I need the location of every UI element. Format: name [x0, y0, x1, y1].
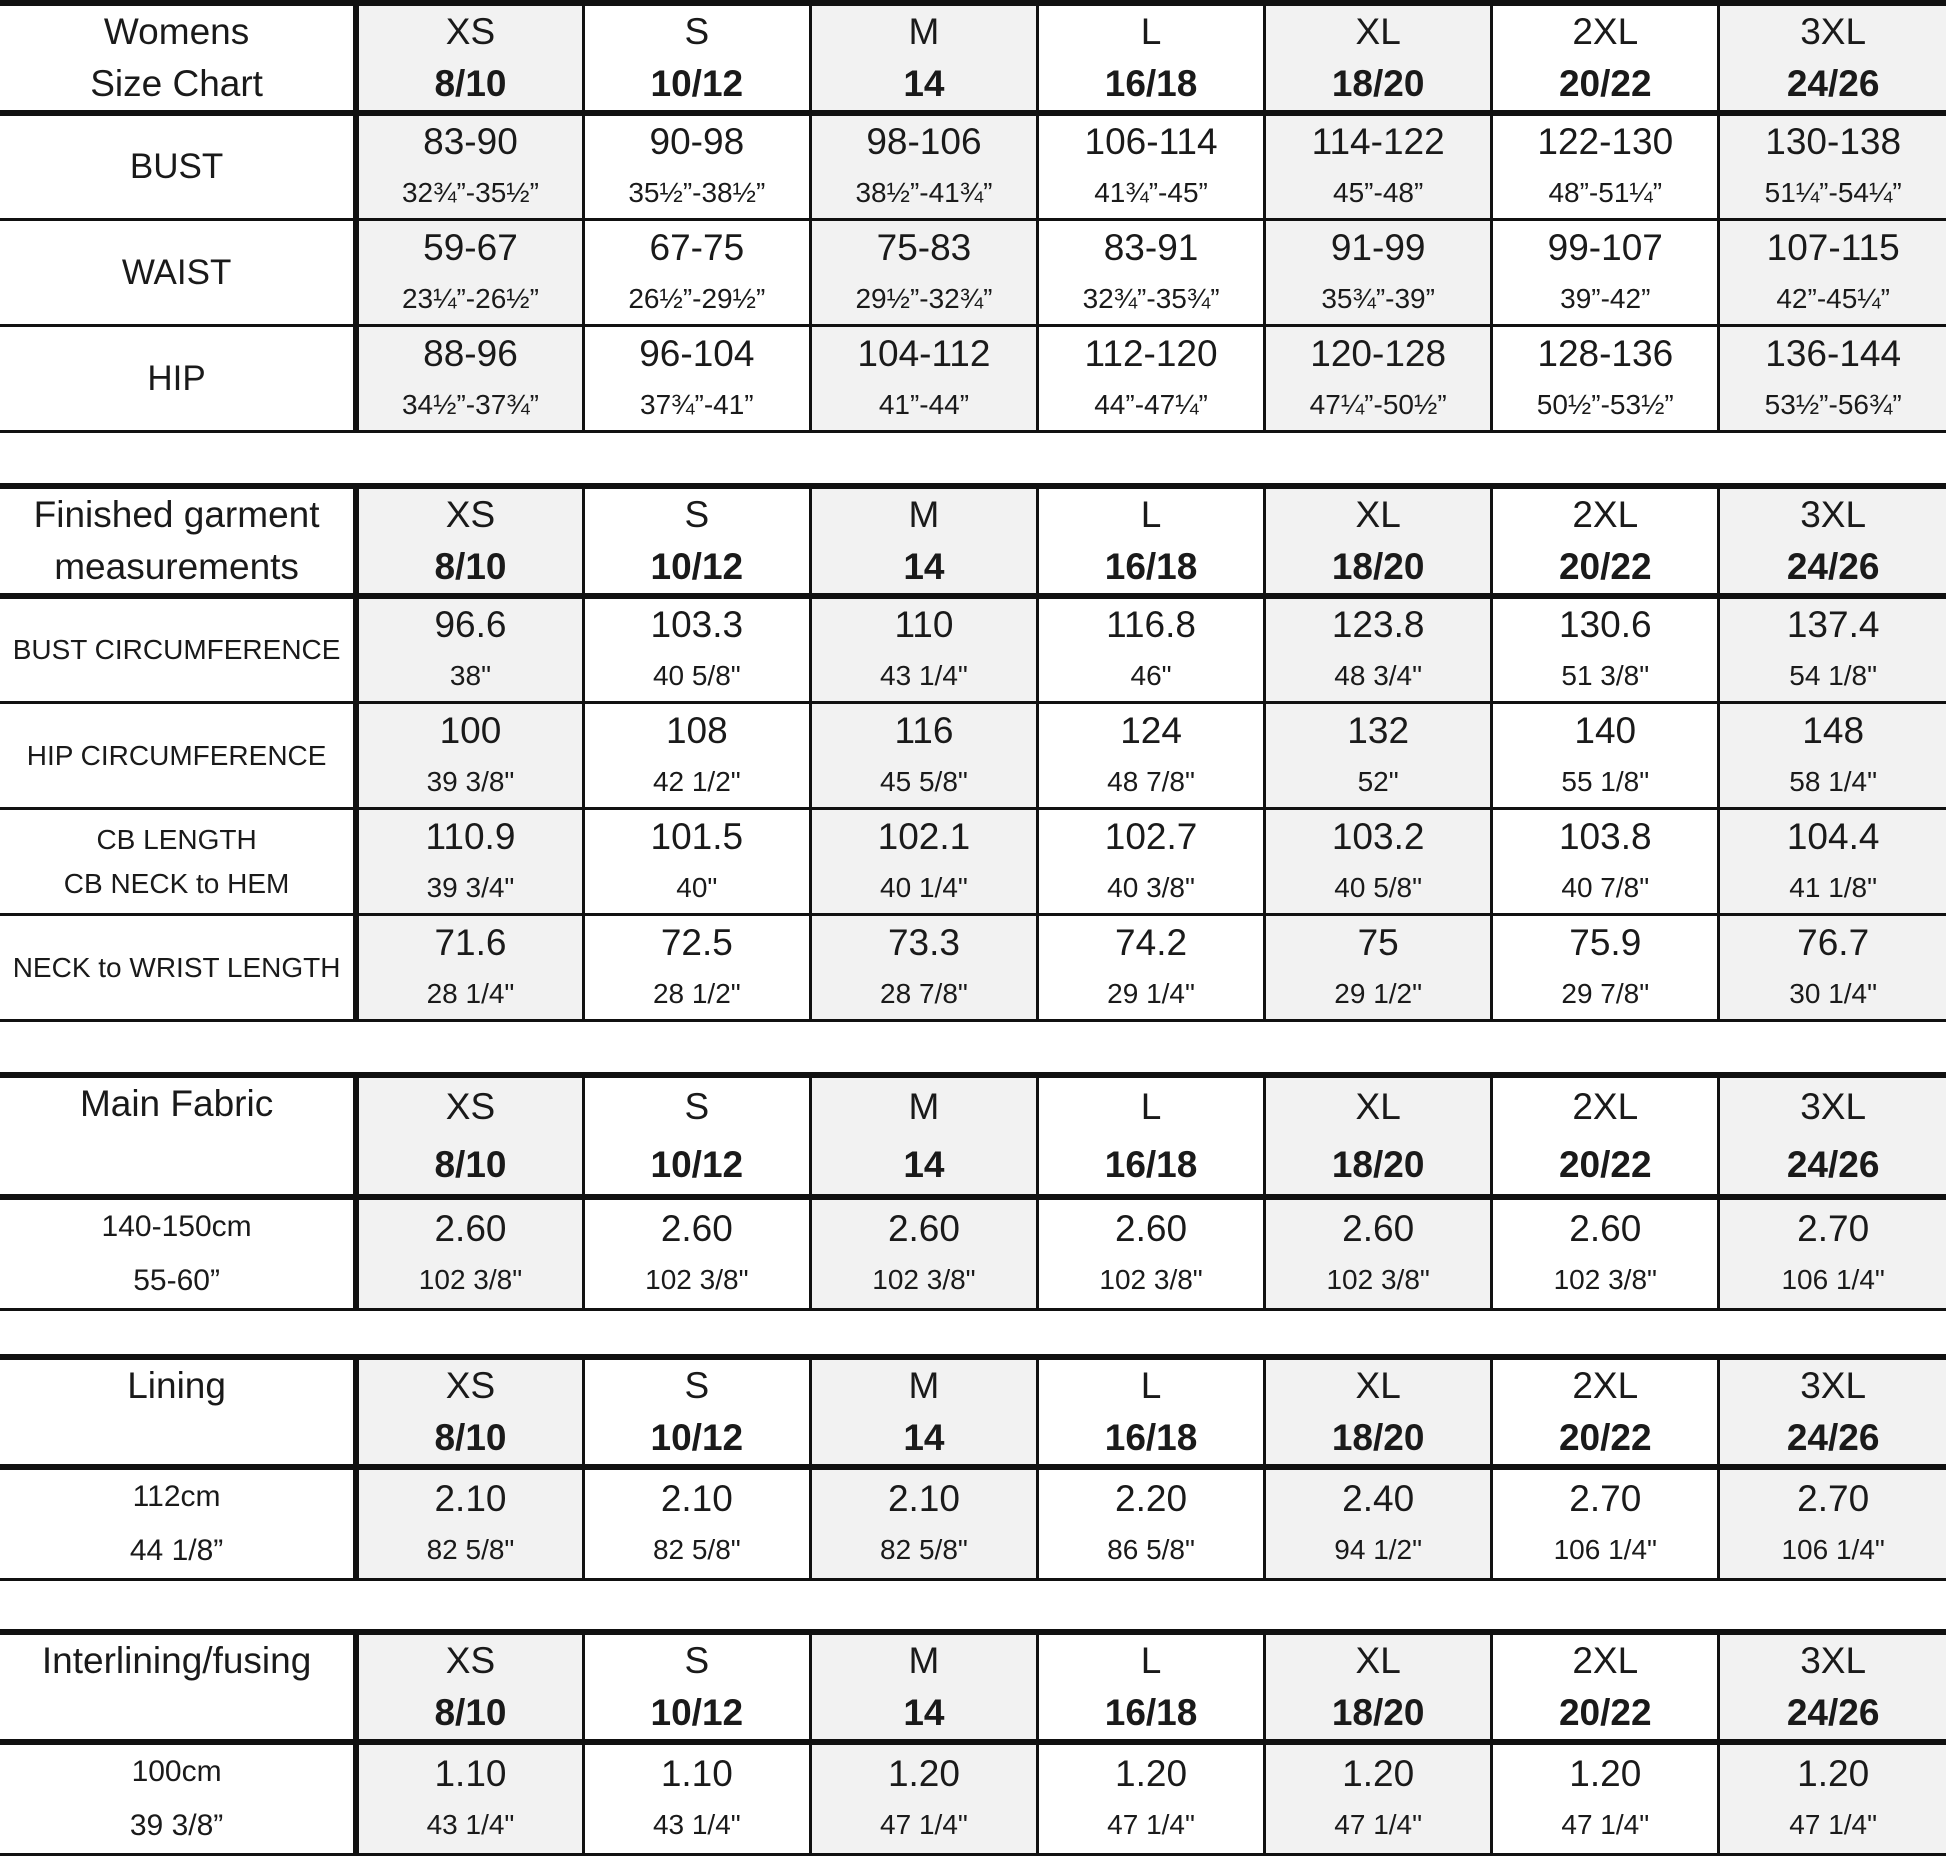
row-label: CB LENGTH CB NECK to HEM — [0, 809, 356, 915]
value-cell: 2.60 102 3/8" — [1492, 1197, 1719, 1310]
value-cell: 104.4 41 1/8" — [1719, 809, 1946, 915]
value-cell: 91-99 35¾”-39” — [1265, 220, 1492, 326]
main-fabric-table — [0, 1072, 1946, 1311]
size-header-xs: XS 8/10 — [356, 486, 583, 596]
value-cell: 122-130 48”-51¼” — [1492, 113, 1719, 220]
value-cell: 96-104 37¾”-41” — [583, 326, 810, 432]
value-cell: 76.7 30 1/4" — [1719, 915, 1946, 1021]
value-cell: 106-114 41¾”-45” — [1038, 113, 1265, 220]
value-cell: 140 55 1/8" — [1492, 703, 1719, 809]
value-cell: 2.20 86 5/8" — [1038, 1467, 1265, 1580]
header-row — [0, 3, 1946, 113]
value-cell: 2.10 82 5/8" — [583, 1467, 810, 1580]
row-label: 140-150cm 55-60” — [0, 1197, 356, 1310]
row-label: HIP — [0, 326, 356, 432]
value-cell: 104-112 41”-44” — [810, 326, 1037, 432]
value-cell: 112-120 44”-47¼” — [1038, 326, 1265, 432]
table-title: Lining — [0, 1357, 356, 1467]
size-header-s: S 10/12 — [583, 1357, 810, 1467]
value-cell: 99-107 39”-42” — [1492, 220, 1719, 326]
size-header-xl: XL 18/20 — [1265, 1632, 1492, 1742]
size-header-m: M 14 — [810, 1357, 1037, 1467]
value-cell: 71.6 28 1/4" — [356, 915, 583, 1021]
value-cell: 2.60 102 3/8" — [810, 1197, 1037, 1310]
value-cell: 67-75 26½”-29½” — [583, 220, 810, 326]
value-cell: 110 43 1/4" — [810, 596, 1037, 703]
size-header-l: L 16/18 — [1038, 1357, 1265, 1467]
value-cell: 74.2 29 1/4" — [1038, 915, 1265, 1021]
value-cell: 116 45 5/8" — [810, 703, 1037, 809]
size-header-s: S 10/12 — [583, 1632, 810, 1742]
size-header-xs: XS 8/10 — [356, 3, 583, 113]
row-label: NECK to WRIST LENGTH — [0, 915, 356, 1021]
value-cell: 101.5 40" — [583, 809, 810, 915]
header-row — [0, 486, 1946, 596]
value-cell: 1.20 47 1/4" — [810, 1742, 1037, 1855]
size-header-2xl: 2XL 20/22 — [1492, 1357, 1719, 1467]
size-header-l: L 16/18 — [1038, 3, 1265, 113]
value-cell: 102.7 40 3/8" — [1038, 809, 1265, 915]
value-cell: 136-144 53½”-56¾” — [1719, 326, 1946, 432]
table-title: Interlining/fusing — [0, 1632, 356, 1742]
size-header-s: S 10/12 — [583, 486, 810, 596]
table-title: Main Fabric — [0, 1075, 356, 1197]
size-header-3xl: 3XL 24/26 — [1719, 1075, 1946, 1197]
row-label: BUST — [0, 113, 356, 220]
header-row — [0, 1075, 1946, 1197]
value-cell: 83-90 32¾”-35½” — [356, 113, 583, 220]
header-row — [0, 1632, 1946, 1742]
table-row — [0, 915, 1946, 1021]
value-cell: 132 52" — [1265, 703, 1492, 809]
value-cell: 2.60 102 3/8" — [356, 1197, 583, 1310]
value-cell: 137.4 54 1/8" — [1719, 596, 1946, 703]
size-header-3xl: 3XL 24/26 — [1719, 486, 1946, 596]
value-cell: 114-122 45”-48” — [1265, 113, 1492, 220]
table-row — [0, 1467, 1946, 1580]
table-row — [0, 703, 1946, 809]
value-cell: 1.20 47 1/4" — [1719, 1742, 1946, 1855]
value-cell: 59-67 23¼”-26½” — [356, 220, 583, 326]
table-title: Womens Size Chart — [0, 3, 356, 113]
size-header-3xl: 3XL 24/26 — [1719, 1357, 1946, 1467]
size-header-2xl: 2XL 20/22 — [1492, 1632, 1719, 1742]
size-header-xs: XS 8/10 — [356, 1357, 583, 1467]
size-header-xl: XL 18/20 — [1265, 1075, 1492, 1197]
value-cell: 75 29 1/2" — [1265, 915, 1492, 1021]
value-cell: 90-98 35½”-38½” — [583, 113, 810, 220]
value-cell: 123.8 48 3/4" — [1265, 596, 1492, 703]
value-cell: 102.1 40 1/4" — [810, 809, 1037, 915]
value-cell: 130-138 51¼”-54¼” — [1719, 113, 1946, 220]
value-cell: 2.70 106 1/4" — [1719, 1197, 1946, 1310]
value-cell: 88-96 34½”-37¾” — [356, 326, 583, 432]
lining-table — [0, 1354, 1946, 1581]
value-cell: 124 48 7/8" — [1038, 703, 1265, 809]
size-header-xl: XL 18/20 — [1265, 1357, 1492, 1467]
value-cell: 130.6 51 3/8" — [1492, 596, 1719, 703]
size-header-xs: XS 8/10 — [356, 1075, 583, 1197]
value-cell: 75-83 29½”-32¾” — [810, 220, 1037, 326]
size-header-2xl: 2XL 20/22 — [1492, 3, 1719, 113]
value-cell: 2.70 106 1/4" — [1492, 1467, 1719, 1580]
value-cell: 2.70 106 1/4" — [1719, 1467, 1946, 1580]
size-header-s: S 10/12 — [583, 3, 810, 113]
row-label: HIP CIRCUMFERENCE — [0, 703, 356, 809]
size-header-m: M 14 — [810, 486, 1037, 596]
value-cell: 1.20 47 1/4" — [1265, 1742, 1492, 1855]
size-header-3xl: 3XL 24/26 — [1719, 3, 1946, 113]
size-header-l: L 16/18 — [1038, 1632, 1265, 1742]
value-cell: 107-115 42”-45¼” — [1719, 220, 1946, 326]
table-row — [0, 1197, 1946, 1310]
value-cell: 73.3 28 7/8" — [810, 915, 1037, 1021]
womens-size-chart-table — [0, 0, 1946, 433]
value-cell: 110.9 39 3/4" — [356, 809, 583, 915]
table-row — [0, 596, 1946, 703]
row-label: WAIST — [0, 220, 356, 326]
value-cell: 148 58 1/4" — [1719, 703, 1946, 809]
size-header-l: L 16/18 — [1038, 1075, 1265, 1197]
value-cell: 2.60 102 3/8" — [583, 1197, 810, 1310]
value-cell: 75.9 29 7/8" — [1492, 915, 1719, 1021]
table-row — [0, 220, 1946, 326]
table-row — [0, 113, 1946, 220]
value-cell: 103.3 40 5/8" — [583, 596, 810, 703]
value-cell: 128-136 50½”-53½” — [1492, 326, 1719, 432]
value-cell: 1.10 43 1/4" — [356, 1742, 583, 1855]
size-header-m: M 14 — [810, 3, 1037, 113]
value-cell: 120-128 47¼”-50½” — [1265, 326, 1492, 432]
size-header-xl: XL 18/20 — [1265, 3, 1492, 113]
value-cell: 98-106 38½”-41¾” — [810, 113, 1037, 220]
table-row — [0, 809, 1946, 915]
value-cell: 2.60 102 3/8" — [1038, 1197, 1265, 1310]
row-label: 112cm 44 1/8” — [0, 1467, 356, 1580]
value-cell: 103.8 40 7/8" — [1492, 809, 1719, 915]
value-cell: 83-91 32¾”-35¾” — [1038, 220, 1265, 326]
value-cell: 100 39 3/8" — [356, 703, 583, 809]
row-label: 100cm 39 3/8” — [0, 1742, 356, 1855]
size-header-xs: XS 8/10 — [356, 1632, 583, 1742]
value-cell: 108 42 1/2" — [583, 703, 810, 809]
header-row — [0, 1357, 1946, 1467]
value-cell: 72.5 28 1/2" — [583, 915, 810, 1021]
value-cell: 96.6 38" — [356, 596, 583, 703]
table-row — [0, 326, 1946, 432]
value-cell: 2.10 82 5/8" — [810, 1467, 1037, 1580]
table-title: Finished garment measurements — [0, 486, 356, 596]
value-cell: 116.8 46" — [1038, 596, 1265, 703]
value-cell: 1.20 47 1/4" — [1492, 1742, 1719, 1855]
size-header-l: L 16/18 — [1038, 486, 1265, 596]
interlining-table — [0, 1629, 1946, 1856]
size-header-m: M 14 — [810, 1632, 1037, 1742]
size-header-3xl: 3XL 24/26 — [1719, 1632, 1946, 1742]
value-cell: 2.10 82 5/8" — [356, 1467, 583, 1580]
size-header-2xl: 2XL 20/22 — [1492, 1075, 1719, 1197]
table-row — [0, 1742, 1946, 1855]
row-label: BUST CIRCUMFERENCE — [0, 596, 356, 703]
size-header-2xl: 2XL 20/22 — [1492, 486, 1719, 596]
size-header-m: M 14 — [810, 1075, 1037, 1197]
value-cell: 103.2 40 5/8" — [1265, 809, 1492, 915]
value-cell: 1.20 47 1/4" — [1038, 1742, 1265, 1855]
size-header-s: S 10/12 — [583, 1075, 810, 1197]
size-header-xl: XL 18/20 — [1265, 486, 1492, 596]
value-cell: 2.40 94 1/2" — [1265, 1467, 1492, 1580]
value-cell: 1.10 43 1/4" — [583, 1742, 810, 1855]
finished-garment-table — [0, 483, 1946, 1022]
value-cell: 2.60 102 3/8" — [1265, 1197, 1492, 1310]
